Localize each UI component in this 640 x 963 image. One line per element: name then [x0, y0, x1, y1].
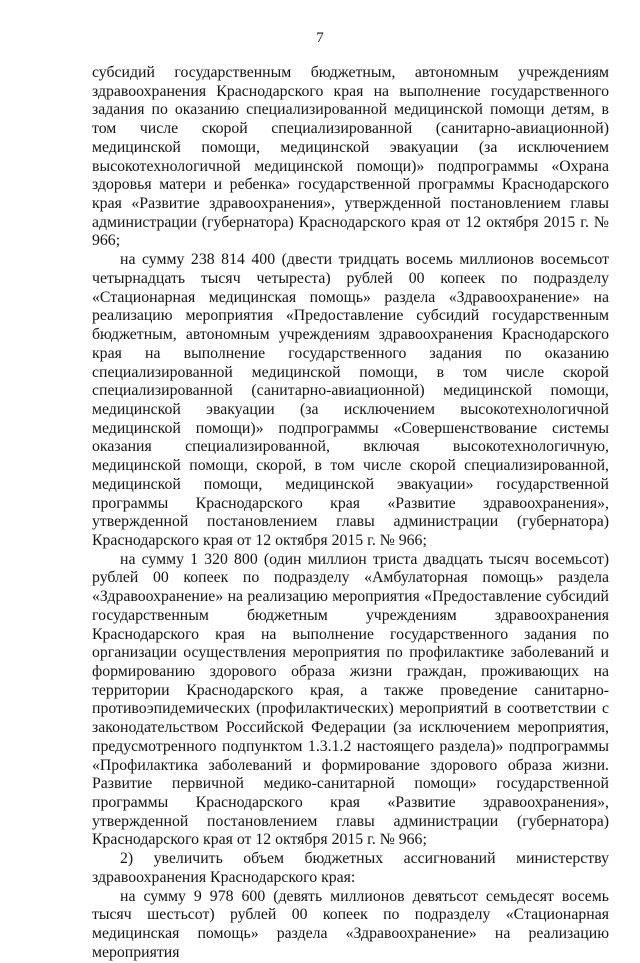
paragraph-inpatient-increase: на сумму 9 978 600 (девять миллионов девятьсот семьдесят восемь тысяч шестьсот) рублей 00 копеек по подразделу «Стационарная медицинская помощь» раздела «Здравоохранение» на реализацию мероприятия: [92, 887, 609, 961]
paragraph-subsidies-continuation: субсидий государственным бюджетным, автономным учреждениям здравоохранения Краснодарского края на выполнение государственного задания по оказанию специализированной медицинской помощи детям, в том числе скорой специализированной (санитарно-авиационной) медицинской помощи, медицинской эвакуации (за исключением высокотехнологичной медицинской помощи)» подпрограммы «Охрана здоровья матери и ребенка» государственной программы Краснодарского края «Развитие здравоохранения», утвержденной постановлением главы администрации (губернатора) Краснодарского края от 12 октября 2015 г. № 966;: [92, 64, 609, 250]
paragraph-increase-allocations: 2) увеличить объем бюджетных ассигнований министерству здравоохранения Краснодарского края:: [92, 850, 609, 886]
paragraph-inpatient-care: на сумму 238 814 400 (двести тридцать восемь миллионов восемьсот четырнадцать тысяч четыреста) рублей 00 копеек по подразделу «Стационарная медицинская помощь» раздела «Здравоохранение» на реализацию мероприятия «Предоставление субсидий государственным бюджетным, автономным учреждениям здравоохранения Краснодарского края на выполнение государственного задания по оказанию специализированной медицинской помощи, в том числе скорой специализированной (санитарно-авиационной) медицинской помощи, медицинской эвакуации (за исключением высокотехнологичной медицинской помощи)» подпрограммы «Совершенствование системы оказания специализированной, включая высокотехнологичную, медицинской помощи, скорой, в том числе скорой специализированной, медицинской помощи, медицинской эвакуации» государственной программы Краснодарского края «Развитие здравоохранения», утвержденной постановлением главы администрации (губернатора) Краснодарского края от 12 октября 2015 г. № 966;: [92, 251, 609, 549]
paragraph-outpatient-care: на сумму 1 320 800 (один миллион триста двадцать тысяч восемьсот) рублей 00 копеек по подразделу «Амбулаторная помощь» раздела «Здравоохранение» на реализацию мероприятия «Предоставление субсидий государственным бюджетным учреждениям здравоохранения Краснодарского края на выполнение государственного задания по организации осуществления мероприятия по профилактике заболеваний и формированию здорового образа жизни граждан, проживающих на территории Краснодарского края, а также проведение санитарно-противоэпидемических (профилактических) мероприятий в соответствии с законодательством Российской Федерации (за исключением мероприятия, предусмотренного подпунктом 1.3.1.2 настоящего раздела)» подпрограммы «Профилактика заболеваний и формирование здорового образа жизни. Развитие первичной медико-санитарной помощи» государственной программы Краснодарского края «Развитие здравоохранения», утвержденной постановлением главы администрации (губернатора) Краснодарского края от 12 октября 2015 г. № 966;: [92, 550, 609, 849]
page-number: 7: [316, 30, 324, 46]
document-body: [92, 64, 609, 963]
